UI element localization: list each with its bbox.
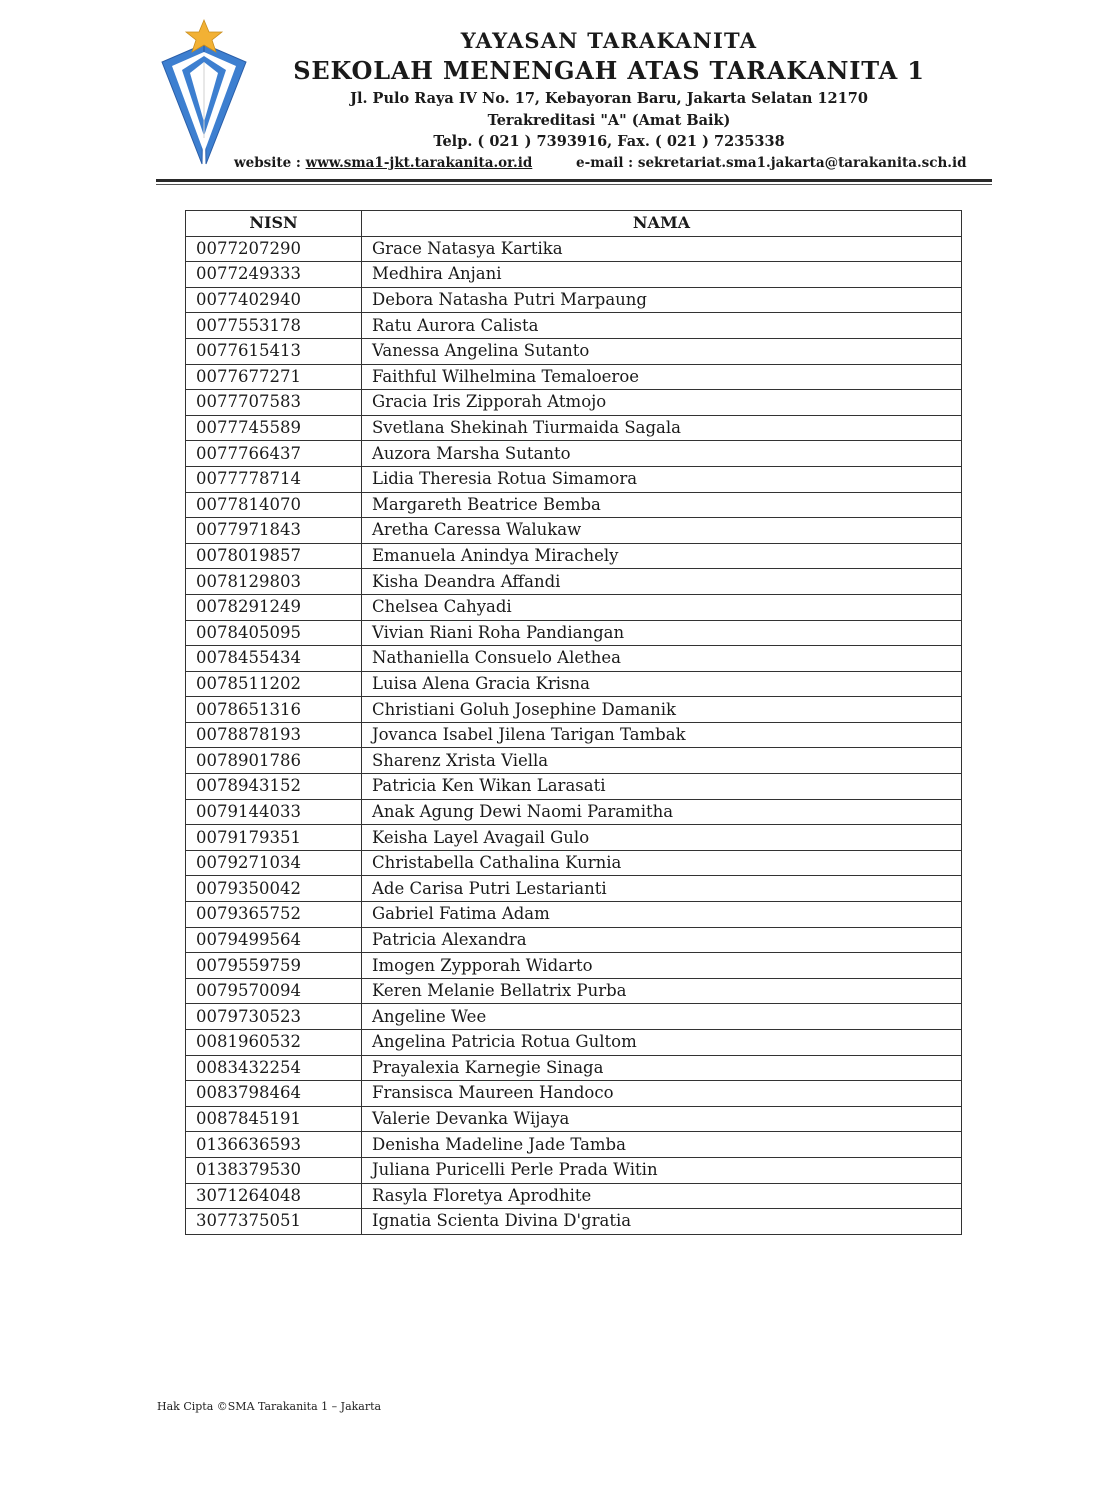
nisn-cell: 0077249333 <box>186 262 362 288</box>
nama-cell: Nathaniella Consuelo Alethea <box>362 646 962 672</box>
nisn-cell: 0077707583 <box>186 390 362 416</box>
nama-cell: Patricia Alexandra <box>362 927 962 953</box>
column-header-nisn: NISN <box>186 211 362 237</box>
nama-cell: Emanuela Anindya Mirachely <box>362 543 962 569</box>
nisn-cell: 0087845191 <box>186 1106 362 1132</box>
table-row <box>186 466 962 492</box>
website-label: website : <box>234 155 306 171</box>
nama-cell: Svetlana Shekinah Tiurmaida Sagala <box>362 415 962 441</box>
table-row <box>186 1209 962 1235</box>
table-row <box>186 1030 962 1056</box>
nisn-cell: 0077553178 <box>186 313 362 339</box>
table-row <box>186 697 962 723</box>
nisn-cell: 0078651316 <box>186 697 362 723</box>
nama-cell: Patricia Ken Wikan Larasati <box>362 774 962 800</box>
nama-cell: Christabella Cathalina Kurnia <box>362 850 962 876</box>
nisn-cell: 0077615413 <box>186 338 362 364</box>
table-row <box>186 799 962 825</box>
nama-cell: Denisha Madeline Jade Tamba <box>362 1132 962 1158</box>
nama-cell: Angeline Wee <box>362 1004 962 1030</box>
table-row <box>186 1183 962 1209</box>
nisn-cell: 0079365752 <box>186 902 362 928</box>
nama-cell: Luisa Alena Gracia Krisna <box>362 671 962 697</box>
nisn-cell: 0077677271 <box>186 364 362 390</box>
table-row <box>186 594 962 620</box>
nisn-cell: 0078129803 <box>186 569 362 595</box>
table-row <box>186 543 962 569</box>
nisn-cell: 0079499564 <box>186 927 362 953</box>
nama-cell: Keisha Layel Avagail Gulo <box>362 825 962 851</box>
school-name: SEKOLAH MENENGAH ATAS TARAKANITA 1 <box>293 56 925 85</box>
nisn-cell: 0077766437 <box>186 441 362 467</box>
nisn-cell: 0083798464 <box>186 1081 362 1107</box>
table-row <box>186 1055 962 1081</box>
nisn-cell: 0081960532 <box>186 1030 362 1056</box>
table-row <box>186 287 962 313</box>
nama-cell: Vanessa Angelina Sutanto <box>362 338 962 364</box>
nama-cell: Aretha Caressa Walukaw <box>362 518 962 544</box>
table-row <box>186 825 962 851</box>
website-link[interactable]: www.sma1-jkt.tarakanita.or.id <box>305 155 533 171</box>
nisn-cell: 0079144033 <box>186 799 362 825</box>
table-row <box>186 569 962 595</box>
nisn-cell: 0077778714 <box>186 466 362 492</box>
nama-cell: Valerie Devanka Wijaya <box>362 1106 962 1132</box>
table-row <box>186 953 962 979</box>
nisn-cell: 0079179351 <box>186 825 362 851</box>
nisn-cell: 0083432254 <box>186 1055 362 1081</box>
nama-cell: Margareth Beatrice Bemba <box>362 492 962 518</box>
table-row <box>186 338 962 364</box>
nisn-cell: 3077375051 <box>186 1209 362 1235</box>
table-row <box>186 518 962 544</box>
nisn-cell: 0077207290 <box>186 236 362 262</box>
table-row <box>186 774 962 800</box>
table-row <box>186 364 962 390</box>
table-row <box>186 1106 962 1132</box>
nama-cell: Keren Melanie Bellatrix Purba <box>362 978 962 1004</box>
nisn-cell: 0078405095 <box>186 620 362 646</box>
column-header-nama: NAMA <box>362 211 962 237</box>
nama-cell: Debora Natasha Putri Marpaung <box>362 287 962 313</box>
footer-copyright: Hak Cipta ©SMA Tarakanita 1 – Jakarta <box>157 1400 382 1413</box>
nisn-cell: 0077402940 <box>186 287 362 313</box>
table-row <box>186 978 962 1004</box>
nama-cell: Auzora Marsha Sutanto <box>362 441 962 467</box>
website-line <box>234 155 532 171</box>
nama-cell: Lidia Theresia Rotua Simamora <box>362 466 962 492</box>
nisn-cell: 0079350042 <box>186 876 362 902</box>
student-table <box>185 210 962 1235</box>
nisn-cell: 3071264048 <box>186 1183 362 1209</box>
table-row <box>186 441 962 467</box>
accreditation: Terakreditasi "A" (Amat Baik) <box>487 112 731 129</box>
nisn-cell: 0078455434 <box>186 646 362 672</box>
table-row <box>186 646 962 672</box>
email-line: e-mail : sekretariat.sma1.jakarta@tarakanita.sch.id <box>576 155 967 171</box>
nama-cell: Angelina Patricia Rotua Gultom <box>362 1030 962 1056</box>
contact-info: Telp. ( 021 ) 7393916, Fax. ( 021 ) 7235338 <box>433 133 785 150</box>
table-row <box>186 1157 962 1183</box>
table-row <box>186 262 962 288</box>
nisn-cell: 0079570094 <box>186 978 362 1004</box>
nisn-cell: 0079730523 <box>186 1004 362 1030</box>
nama-cell: Vivian Riani Roha Pandiangan <box>362 620 962 646</box>
nama-cell: Imogen Zypporah Widarto <box>362 953 962 979</box>
table-row <box>186 902 962 928</box>
nisn-cell: 0078019857 <box>186 543 362 569</box>
table-row <box>186 671 962 697</box>
nisn-cell: 0079559759 <box>186 953 362 979</box>
nama-cell: Medhira Anjani <box>362 262 962 288</box>
nama-cell: Christiani Goluh Josephine Damanik <box>362 697 962 723</box>
table-row <box>186 492 962 518</box>
nama-cell: Jovanca Isabel Jilena Tarigan Tambak <box>362 722 962 748</box>
header-divider-thin <box>156 184 992 185</box>
nama-cell: Ade Carisa Putri Lestarianti <box>362 876 962 902</box>
table-header-row <box>186 211 962 237</box>
nama-cell: Grace Natasya Kartika <box>362 236 962 262</box>
table-row <box>186 236 962 262</box>
table-row <box>186 1004 962 1030</box>
foundation-name: YAYASAN TARAKANITA <box>460 28 758 53</box>
nama-cell: Ignatia Scienta Divina D'gratia <box>362 1209 962 1235</box>
nama-cell: Ratu Aurora Calista <box>362 313 962 339</box>
table-row <box>186 748 962 774</box>
nama-cell: Prayalexia Karnegie Sinaga <box>362 1055 962 1081</box>
table-row <box>186 850 962 876</box>
header-divider <box>156 179 992 182</box>
table-row <box>186 415 962 441</box>
nisn-cell: 0077971843 <box>186 518 362 544</box>
nisn-cell: 0078291249 <box>186 594 362 620</box>
nama-cell: Juliana Puricelli Perle Prada Witin <box>362 1157 962 1183</box>
nisn-cell: 0136636593 <box>186 1132 362 1158</box>
nama-cell: Fransisca Maureen Handoco <box>362 1081 962 1107</box>
table-row <box>186 390 962 416</box>
school-address: Jl. Pulo Raya IV No. 17, Kebayoran Baru, Jakarta Selatan 12170 <box>350 90 868 107</box>
nisn-cell: 0078878193 <box>186 722 362 748</box>
nisn-cell: 0077814070 <box>186 492 362 518</box>
nisn-cell: 0078511202 <box>186 671 362 697</box>
nisn-cell: 0078901786 <box>186 748 362 774</box>
table-row <box>186 313 962 339</box>
nisn-cell: 0138379530 <box>186 1157 362 1183</box>
nama-cell: Anak Agung Dewi Naomi Paramitha <box>362 799 962 825</box>
table-row <box>186 927 962 953</box>
table-row <box>186 620 962 646</box>
nama-cell: Chelsea Cahyadi <box>362 594 962 620</box>
nisn-cell: 0078943152 <box>186 774 362 800</box>
table-row <box>186 1132 962 1158</box>
nama-cell: Kisha Deandra Affandi <box>362 569 962 595</box>
table-row <box>186 722 962 748</box>
nama-cell: Sharenz Xrista Viella <box>362 748 962 774</box>
nisn-cell: 0079271034 <box>186 850 362 876</box>
nama-cell: Gabriel Fatima Adam <box>362 902 962 928</box>
nama-cell: Rasyla Floretya Aprodhite <box>362 1183 962 1209</box>
table-row <box>186 1081 962 1107</box>
nisn-cell: 0077745589 <box>186 415 362 441</box>
nama-cell: Faithful Wilhelmina Temaloeroe <box>362 364 962 390</box>
nama-cell: Gracia Iris Zipporah Atmojo <box>362 390 962 416</box>
table-row <box>186 876 962 902</box>
